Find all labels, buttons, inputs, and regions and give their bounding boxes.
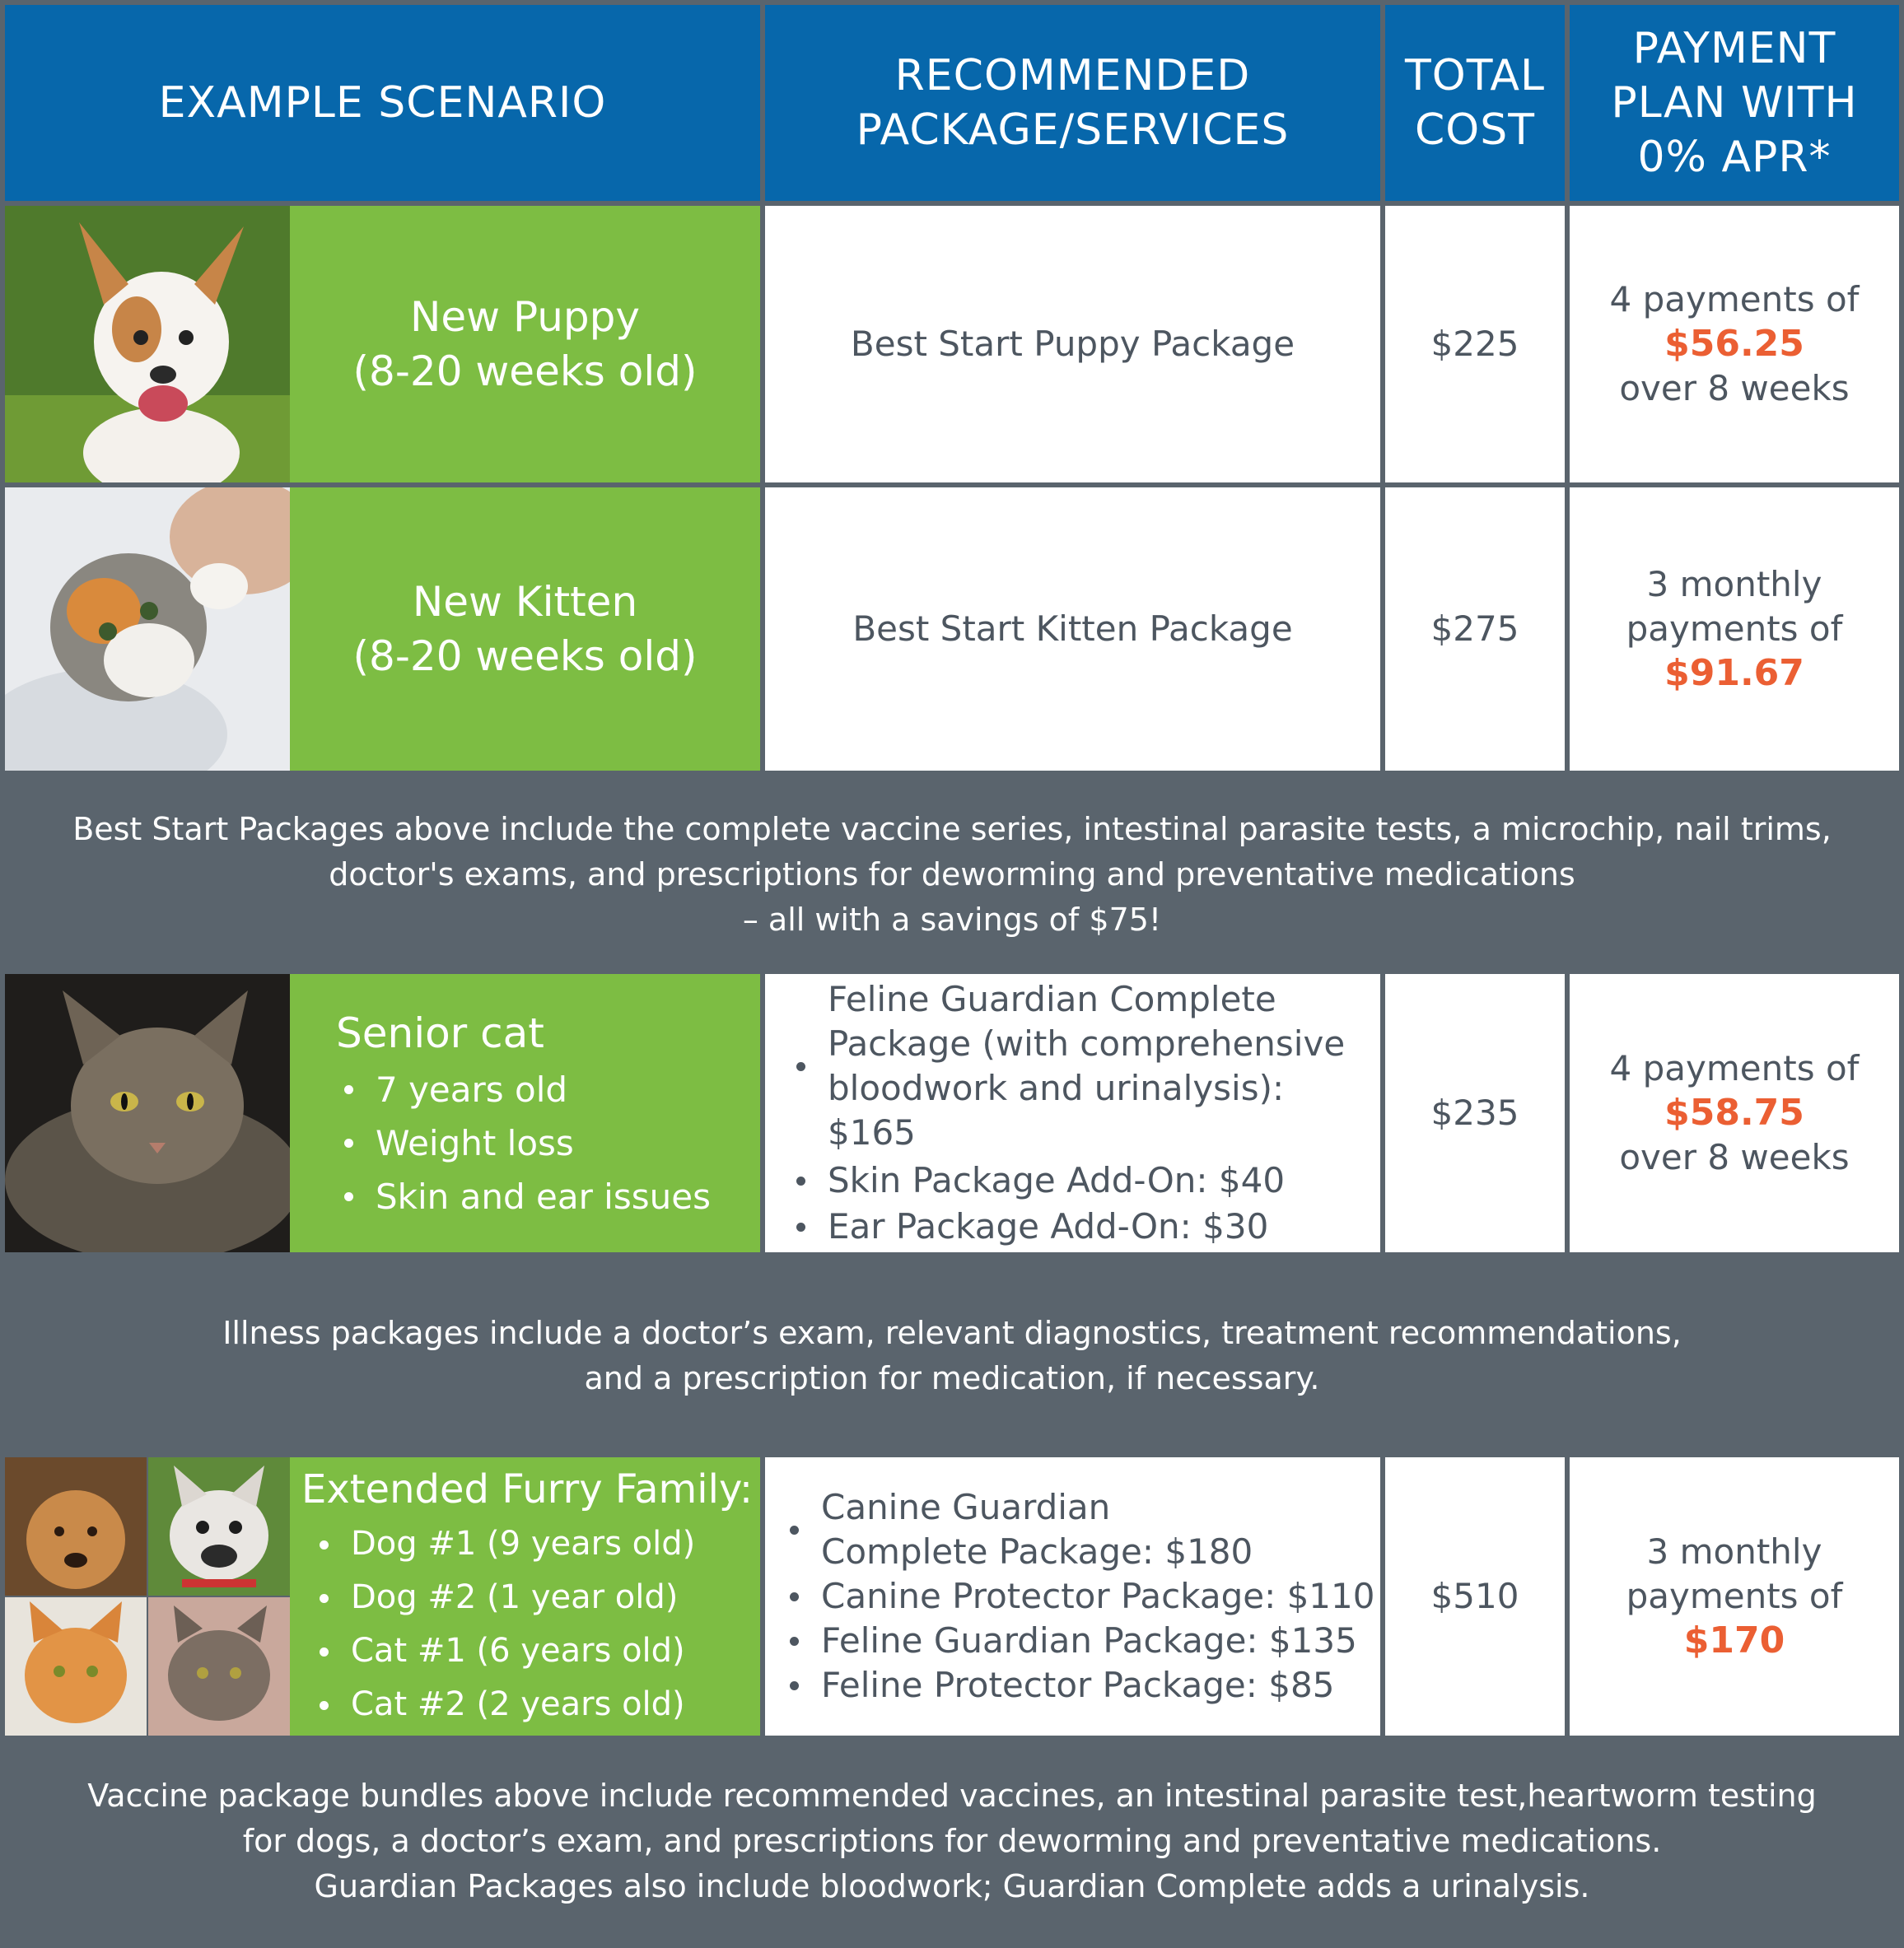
puppy-payment-before: 4 payments of [1609, 279, 1860, 319]
senior-payment-before: 4 payments of [1609, 1048, 1860, 1088]
header-cost-line-2: COST [1414, 105, 1535, 155]
header-package-line-1: RECOMMENDED [894, 51, 1251, 100]
family-scenario-title: Extended Furry Family: [301, 1466, 754, 1512]
puppy-cost [1385, 206, 1565, 482]
senior-payment-amount: $58.75 [1664, 1092, 1804, 1134]
kitten-payment [1570, 487, 1899, 771]
vaccine-note-line-1: Vaccine package bundles above include recommended vaccines, an intestinal parasite test,heartworm testing [87, 1778, 1817, 1814]
illness-note [0, 1311, 1904, 1401]
header-payment-line-2: PLAN WITH [1611, 78, 1858, 128]
senior-package-item [788, 977, 1380, 1155]
senior-payment [1570, 974, 1899, 1252]
senior-package-item [788, 1205, 1380, 1249]
header-scenario-label: EXAMPLE SCENARIO [158, 78, 607, 128]
golden-retriever-photo [5, 1457, 147, 1596]
kitten-photo [5, 487, 290, 771]
puppy-photo [5, 206, 290, 482]
vaccine-note-line-3: Guardian Packages also include bloodwork; Guardian Complete adds a urinalysis. [314, 1868, 1590, 1904]
puppy-cost-value: $225 [1430, 324, 1519, 364]
header-package-line-2: PACKAGE/SERVICES [856, 105, 1290, 155]
puppy-package-label: Best Start Puppy Package [850, 324, 1295, 364]
french-bulldog-photo [148, 1457, 290, 1596]
family-package-list [782, 1485, 1374, 1708]
best-start-note-line-3: – all with a savings of $75! [742, 902, 1162, 938]
senior-payment-after: over 8 weeks [1619, 1137, 1850, 1177]
family-package-item [782, 1663, 1374, 1708]
senior-scenario-item: Skin and ear issues [336, 1170, 760, 1223]
orange-cat-photo [5, 1597, 147, 1736]
family-package-item-line: Complete Package: $180 [821, 1531, 1253, 1572]
illness-note-line-2: and a prescription for medication, if necessary. [584, 1360, 1320, 1396]
kitten-scenario-line-1: New Kitten [412, 578, 638, 626]
kitten-payment-amount: $91.67 [1664, 652, 1804, 694]
kitten-cost-value: $275 [1430, 608, 1519, 649]
header-scenario [5, 5, 760, 201]
header-payment [1570, 5, 1899, 201]
family-scenario [290, 1457, 760, 1736]
family-payment [1570, 1457, 1899, 1736]
senior-scenario-item: 7 years old [336, 1063, 760, 1116]
family-payment-amount: $170 [1683, 1619, 1785, 1661]
illness-note-line-1: Illness packages include a doctor’s exam, relevant diagnostics, treatment recommendations, [222, 1315, 1682, 1351]
kitten-package-label: Best Start Kitten Package [852, 608, 1293, 649]
header-cost [1385, 5, 1565, 201]
family-package-item [782, 1485, 1374, 1574]
family-package [765, 1457, 1380, 1736]
family-payment-before-2: payments of [1626, 1576, 1843, 1616]
family-package-item-line: Feline Guardian Package: $135 [821, 1620, 1357, 1661]
senior-package-item [788, 1158, 1380, 1203]
kitten-scenario-line-2: (8-20 weeks old) [352, 632, 698, 680]
family-scenario-item: Cat #1 (6 years old) [311, 1624, 760, 1678]
family-package-item-line: Canine Guardian [821, 1487, 1111, 1527]
header-package [765, 5, 1380, 201]
puppy-payment [1570, 206, 1899, 482]
family-scenario-item: Dog #2 (1 year old) [311, 1571, 760, 1624]
family-scenario-item: Dog #1 (9 years old) [311, 1517, 760, 1571]
family-package-item-line: Canine Protector Package: $110 [821, 1576, 1375, 1616]
senior-cost-value: $235 [1430, 1093, 1519, 1133]
family-photos [5, 1457, 290, 1736]
kitten-package [765, 487, 1380, 771]
puppy-scenario [290, 206, 760, 482]
senior-scenario-item: Weight loss [336, 1116, 760, 1170]
senior-package-item-line: Package (with comprehensive [828, 1023, 1346, 1064]
senior-scenario-title: Senior cat [336, 1009, 544, 1057]
best-start-note-line-1: Best Start Packages above include the complete vaccine series, intestinal parasite tests, a microchip, nail trims, [72, 811, 1832, 847]
senior-cat-photo [5, 974, 290, 1252]
puppy-scenario-line-1: New Puppy [410, 293, 640, 341]
senior-package [765, 974, 1380, 1252]
senior-package-item-line: bloodwork and urinalysis): $165 [828, 1068, 1285, 1153]
family-package-item-line: Feline Protector Package: $85 [821, 1665, 1335, 1705]
family-package-item [782, 1619, 1374, 1663]
header-payment-line-1: PAYMENT [1632, 24, 1836, 73]
senior-package-list [788, 977, 1380, 1249]
puppy-payment-after: over 8 weeks [1619, 368, 1850, 408]
puppy-payment-amount: $56.25 [1664, 323, 1804, 365]
vaccine-note [0, 1773, 1904, 1909]
family-payment-before-1: 3 monthly [1646, 1531, 1822, 1572]
family-package-item [782, 1574, 1374, 1619]
kitten-cost [1385, 487, 1565, 771]
header-payment-line-3: 0% APR* [1637, 133, 1832, 182]
best-start-note-line-2: doctor's exams, and prescriptions for deworming and preventative medications [329, 856, 1575, 892]
family-scenario-list [301, 1517, 760, 1731]
senior-package-item-line: Skin Package Add-On: $40 [828, 1160, 1286, 1200]
vaccine-note-line-2: for dogs, a doctor’s exam, and prescriptions for deworming and preventative medications. [242, 1823, 1662, 1859]
best-start-note [0, 807, 1904, 943]
header-cost-line-1: TOTAL [1405, 51, 1545, 100]
tabby-cat-photo [148, 1597, 290, 1736]
senior-cost [1385, 974, 1565, 1252]
kitten-payment-before-1: 3 monthly [1646, 564, 1822, 604]
family-cost-value: $510 [1430, 1576, 1519, 1616]
senior-scenario [290, 974, 760, 1252]
puppy-package [765, 206, 1380, 482]
family-scenario-item: Cat #2 (2 years old) [311, 1678, 760, 1731]
puppy-scenario-line-2: (8-20 weeks old) [352, 347, 698, 395]
kitten-scenario [290, 487, 760, 771]
family-cost [1385, 1457, 1565, 1736]
kitten-payment-before-2: payments of [1626, 608, 1843, 649]
senior-scenario-list [336, 1063, 760, 1223]
senior-package-item-line: Feline Guardian Complete [828, 979, 1276, 1019]
senior-package-item-line: Ear Package Add-On: $30 [828, 1206, 1269, 1247]
